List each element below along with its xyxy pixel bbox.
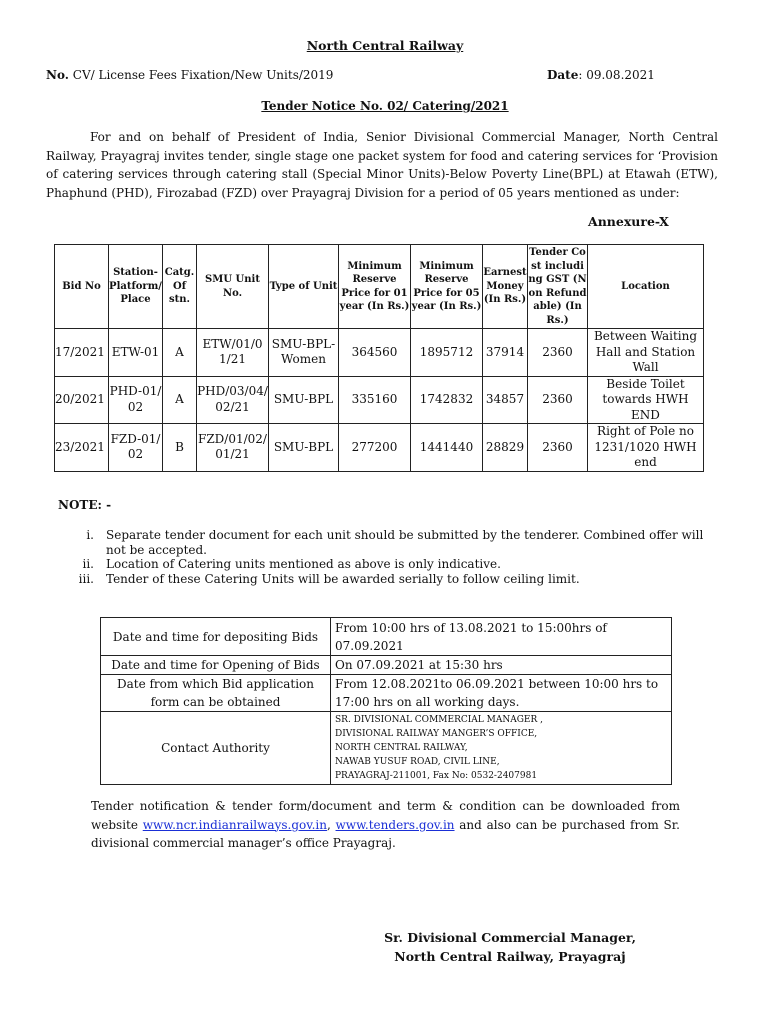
cell-earnest: 37914 [483,329,528,377]
cell-smu-unit: PHD/03/04/02/21 [197,376,269,424]
header-earnest: Earnest Money (In Rs.) [483,245,528,329]
contact-line: SR. DIVISIONAL COMMERCIAL MANAGER , [335,715,543,725]
tender-notice-title: Tender Notice No. 02/ Catering/2021 [261,99,509,113]
cell-location: Between Waiting Hall and Station Wall [588,329,704,377]
cell-tender-cost: 2360 [528,376,588,424]
schedule-value: From 10:00 hrs of 13.08.2021 to 15:00hrs of 07.09.2021 [331,618,672,656]
contact-line: DIVISIONAL RAILWAY MANGER’S OFFICE, [335,729,538,739]
contact-line: NAWAB YUSUF ROAD, CIVIL LINE, [335,757,500,767]
header-location: Location [588,245,704,329]
tenders-website-link[interactable]: www.tenders.gov.in [335,817,455,832]
ref-value: CV/ License Fees Fixation/New Units/2019 [72,68,334,82]
cell-station: FZD-01/02 [109,424,163,472]
cell-station: ETW-01 [109,329,163,377]
cell-earnest: 34857 [483,376,528,424]
cell-type: SMU-BPL-Women [269,329,339,377]
units-table [54,244,704,472]
cell-min-1yr: 277200 [339,424,411,472]
date-value: : 09.08.2021 [578,68,655,82]
ncr-website-link[interactable]: www.ncr.indianrailways.gov.in [142,817,327,832]
signature-designation: Sr. Divisional Commercial Manager, [384,930,636,945]
schedule-table [100,617,672,785]
cell-min-5yr: 1441440 [411,424,483,472]
download-text-end: and also can be purchased from Sr. divisional commercial manager’s office Prayagraj. [91,817,680,850]
list-item [46,572,726,587]
contact-address [331,712,672,785]
list-item-number: i. [86,528,94,542]
header-smu-unit: SMU Unit No. [197,245,269,329]
header-type: Type of Unit [269,245,339,329]
schedule-label: Date from which Bid application form can be obtained [101,675,331,712]
cell-smu-unit: ETW/01/01/21 [197,329,269,377]
table-row [101,618,672,656]
signature-organization: North Central Railway, Prayagraj [394,949,626,964]
schedule-value: On 07.09.2021 at 15:30 hrs [331,656,672,675]
cell-tender-cost: 2360 [528,424,588,472]
list-item-text: Separate tender document for each unit should be submitted by the tenderer. Combined offer will not be accepted. [106,528,704,557]
reference-number [46,68,333,82]
schedule-label: Date and time for Opening of Bids [101,656,331,675]
cell-min-5yr: 1895712 [411,329,483,377]
cell-tender-cost: 2360 [528,329,588,377]
table-row [55,376,704,424]
table-row [101,712,672,785]
ref-label: No. [46,68,69,82]
schedule-value: From 12.08.2021to 06.09.2021 between 10:00 hrs to 17:00 hrs on all working days. [331,675,672,712]
annexure-label: Annexure-X [588,214,669,229]
header-min-1yr: Minimum Reserve Price for 01 year (In Rs.) [339,245,411,329]
contact-line: NORTH CENTRAL RAILWAY, [335,743,468,753]
cell-earnest: 28829 [483,424,528,472]
header-station: Station-Platform/ Place [109,245,163,329]
cell-catg: A [163,376,197,424]
list-item-text: Tender of these Catering Units will be awarded serially to follow ceiling limit. [106,571,580,586]
document-title: North Central Railway [306,38,464,53]
table-row [55,424,704,472]
header-tender-cost: Tender Cost including GST (Non Refundable) (In Rs.) [528,245,588,329]
list-item [46,557,726,572]
cell-location: Beside Toilet towards HWH END [588,376,704,424]
cell-min-1yr: 364560 [339,329,411,377]
table-row [101,675,672,712]
header-catg: Catg. Of stn. [163,245,197,329]
cell-catg: A [163,329,197,377]
table-row [101,656,672,675]
cell-station: PHD-01/02 [109,376,163,424]
cell-min-1yr: 335160 [339,376,411,424]
list-item [46,528,726,557]
signature-block [0,928,770,966]
cell-type: SMU-BPL [269,376,339,424]
table-header-row [55,245,704,329]
link-separator: , [326,817,336,832]
cell-smu-unit: FZD/01/02/01/21 [197,424,269,472]
cell-catg: B [163,424,197,472]
cell-min-5yr: 1742832 [411,376,483,424]
note-heading: NOTE: - [58,498,112,512]
notes-list [46,528,726,586]
header-min-5yr: Minimum Reserve Price for 05 year (In Rs.) [411,245,483,329]
download-info-paragraph [91,797,680,853]
cell-location: Right of Pole no 1231/1020 HWH end [588,424,704,472]
download-text-start: Tender notification & tender form/document and term & condition can be downloaded from website [91,799,680,832]
cell-bid-no: 23/2021 [55,424,109,472]
cell-bid-no: 20/2021 [55,376,109,424]
contact-label: Contact Authority [101,712,331,785]
table-row [55,329,704,377]
header-bid-no: Bid No [55,245,109,329]
list-item-number: ii. [82,557,94,571]
list-item-number: iii. [78,571,94,586]
cell-bid-no: 17/2021 [55,329,109,377]
issue-date [547,68,655,82]
intro-paragraph: For and on behalf of President of India, Senior Divisional Commercial Manager, North Central Railway, Prayagraj invites tender, single stage one packet system for food and catering services for ‘Provision of catering services through catering stall (Special Minor Units)-Below Poverty Line(BPL) at Etawah (ETW), Phaphund (PHD), Firozabad (FZD) over Prayagraj Division for a period of 05 years mentioned as under: [46,130,718,200]
schedule-label: Date and time for depositing Bids [101,618,331,656]
cell-type: SMU-BPL [269,424,339,472]
date-label: Date [547,68,579,82]
list-item-text: Location of Catering units mentioned as above is only indicative. [106,557,501,571]
contact-line: PRAYAGRAJ-211001, Fax No: 0532-2407981 [335,771,538,781]
